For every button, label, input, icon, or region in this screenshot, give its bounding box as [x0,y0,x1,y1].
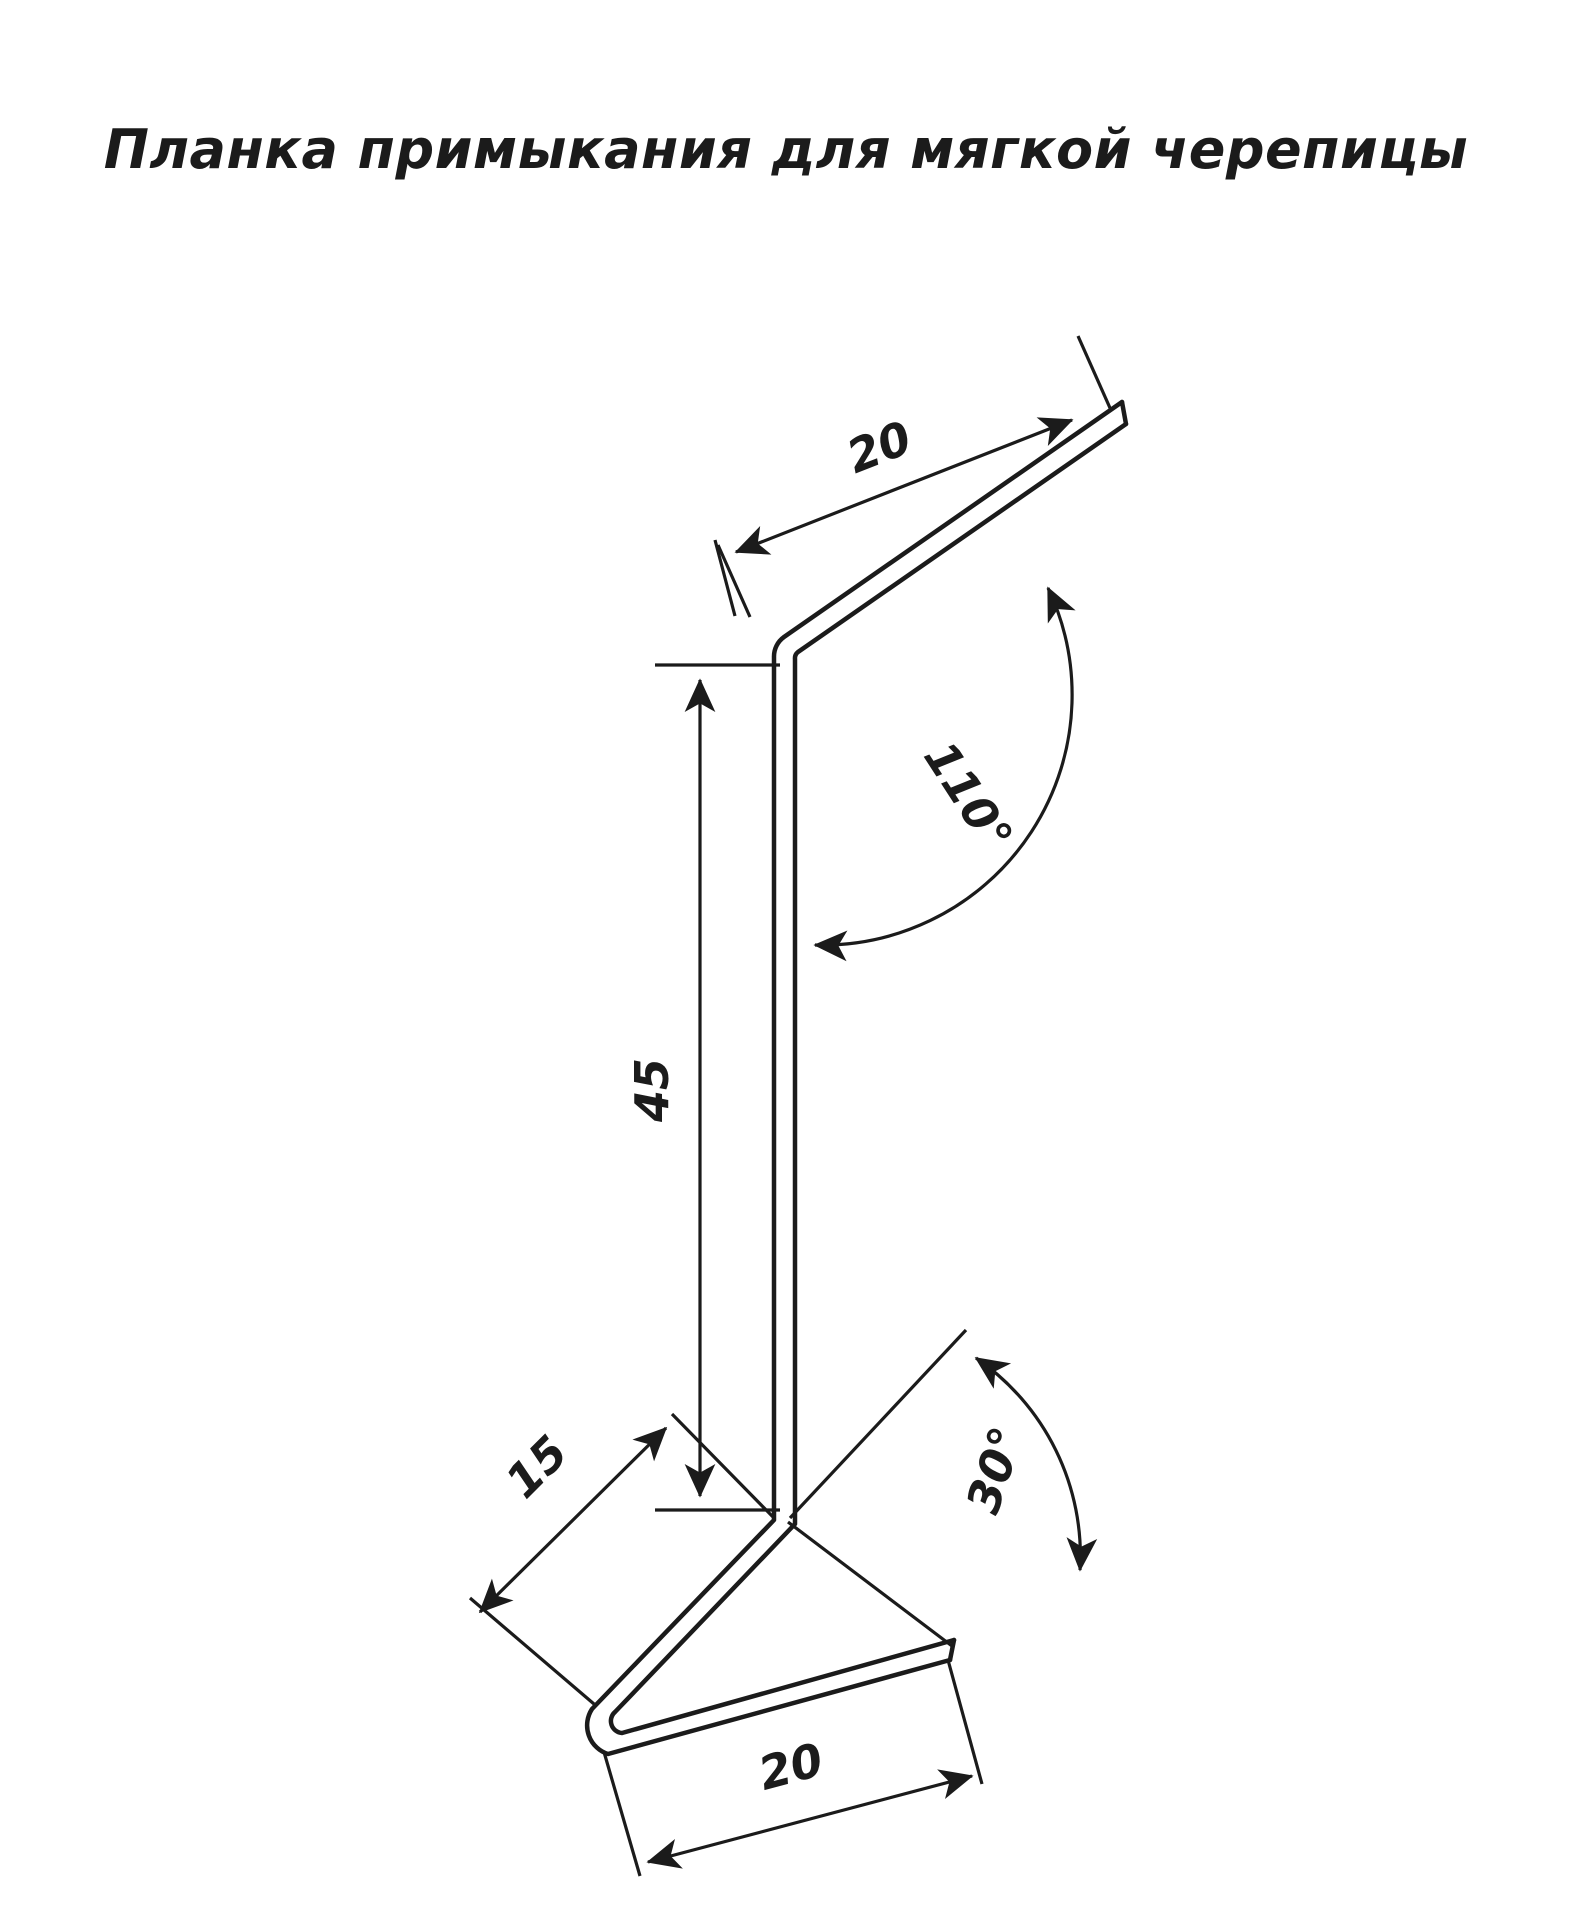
angle-label-bottom-bend: 30° [955,1420,1034,1520]
page-title: Планка примыкания для мягкой черепицы [103,118,1469,181]
angle-label-top-bend: 110° [913,731,1024,861]
dimension-label-bottom-flange: 20 [752,1732,829,1801]
dimension-label-vertical-web: 45 [625,1057,679,1123]
angle-bottom-bend [788,1330,1080,1646]
dimension-label-lower-slope: 15 [494,1424,579,1509]
dimension-label-top-flange: 20 [839,410,919,484]
